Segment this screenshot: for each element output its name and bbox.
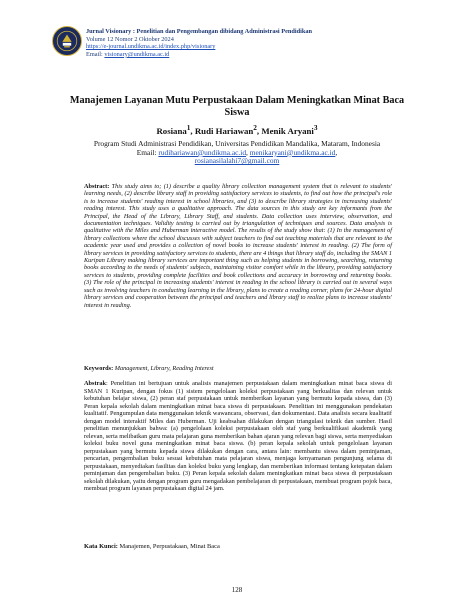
author-affiliation-mark: 1 bbox=[186, 123, 191, 132]
keywords-english-label: Keywords: bbox=[84, 365, 114, 372]
author-name: Rudi Hariawan bbox=[194, 125, 254, 136]
author-affiliation-mark: 2 bbox=[253, 123, 257, 132]
author-name: Rosiana bbox=[156, 125, 187, 136]
author-affiliation-mark: 3 bbox=[313, 123, 318, 132]
abstract-indonesian-text: : Penelitian ini bertujuan untuk analisis manajemen perpustakaan dalam meningkatkan minat baca siswa di SMAN 1 Kuripan, dengan fokus (1) sistem pengelolaan koleksi perpustakaan yang berkualitas dan relevan untuk kebutuhan belajar siswa, (2) peran staf perpustakaan untuk memberikan layanan yang bermutu kepada siswa, dan (3) Peran kepala sekolah dalam meningkatkan minat baca siswa di perpustakaan. Penelitian ini menggunakan pendekatan kualitatif. Pengumpulan data menggunakan teknik wawancara, observasi, dan dokumentasi. Data analisis secara kualitatif dengan model interaktif Miles dan Huberman. Uji keabsahan dilakukan dengan triangulasi teknik dan sumber. Hasil penelitian menunjukkan bahwa: (a) pengelolaan koleksi perpustakaan oleh staf yang berkualifikasi akademik yang relevan, serta melibatkan guru mata pelajaran guna memberikan bahan ajaran yang relevan bagi siswa, serta menyediakan koleksi buku novel guna meningkatkan minat baca siswa. (b) peran kepala sekolah untuk pengelolaan layanan perpustakaan yang bermutu kepada siswa dilakukan dengan cara, antara lain: membantu siswa dalam peminjaman, pencarian, pengembalian buku sesuai kebutuhan mata pelajaran siswa, menjaga kenyamanan pengunjung selama di perpustakaan, menyediakan fasilitas dan koleksi buku yang lengkap, dan memberikan informasi tentang ketepatan dalam peminjaman dan pengembalian buku. (3) Peran kepala sekolah dalam meningkatkan minat baca siswa di perpustakaan sekolah dilakukan, yaitu dengan program guru mengadakan pembelajaran di perpustakaan, membuat program pojok baca, membuat program layanan perpustakaan digital 24 jam. bbox=[84, 380, 392, 492]
author-email-link[interactable]: rudihariawan@undikma.ac.id bbox=[158, 147, 247, 157]
keywords-indonesian-label: Kata Kunci: bbox=[84, 543, 118, 550]
university-seal-icon bbox=[53, 27, 81, 55]
journal-header bbox=[86, 28, 416, 58]
keywords-indonesian bbox=[84, 543, 392, 551]
keywords-english-text: Management, Library, Reading Interest bbox=[114, 365, 214, 372]
abstract-indonesian bbox=[84, 380, 392, 493]
keywords-english bbox=[84, 365, 392, 372]
affiliation-program: Program Studi Administrasi Pendidikan, Universitas Pendidikan Mandalika, Mataram, Indonesia bbox=[93, 139, 381, 148]
author-affiliation: Program Studi Administrasi Pendidikan, Universitas Pendidikan Mandalika, Mataram, Indonesia Email: rudihariawan@undikma.ac.id, menikaryani@undikma.ac.id, rosianasilalahi7@gmail.com bbox=[60, 140, 414, 166]
abstract-english-label: Abstract: bbox=[84, 183, 110, 190]
affiliation-email-label: Email: bbox=[136, 147, 157, 157]
author-name: Menik Aryani bbox=[261, 125, 314, 136]
journal-name: Jurnal Visionary : Penelitian dan Pengembangan dibidang Administrasi Pendidikan bbox=[86, 28, 313, 35]
page-number: 128 bbox=[231, 586, 243, 594]
journal-email-label: Email: bbox=[86, 50, 103, 58]
university-logo bbox=[52, 26, 82, 56]
article-title: Manajemen Layanan Mutu Perpustakaan Dalam Meningkatkan Minat Baca Siswa bbox=[69, 95, 405, 118]
keywords-indonesian-text: Manajemen, Perpustakaan, Minat Baca bbox=[119, 543, 220, 550]
journal-url-link[interactable]: https://e-journal.undikma.ac.id/index.php/visionary bbox=[86, 43, 216, 51]
journal-email-link[interactable]: visionary@undikma.ac.id bbox=[104, 50, 170, 58]
author-email-link[interactable]: rosianasilalahi7@gmail.com bbox=[194, 156, 280, 166]
author-email-link[interactable]: menikaryani@undikma.ac.id bbox=[249, 147, 336, 157]
abstract-english bbox=[84, 183, 392, 309]
author-list: Rosiana$^1$, Rudi Hariawan$^2$, Menik Aryani$^3$ bbox=[156, 123, 318, 136]
abstract-indonesian-label: Abstrak bbox=[84, 380, 107, 387]
abstract-english-text: This study aims to; (1) describe a quality library collection management system that is relevant to students' learning needs, (2) describe library staff in providing satisfactory services to students, to find out how the principal's role is to increase students' reading interest in school libraries, and (3) to describe library strategies in increasing students' reading interest. This study uses a qualitative approach. The data sources in this study are key informants from the Principal, the Head of the Library, Library Staff, and students. Data collection uses interview, observation, and documentation techniques. Validity testing is carried out by triangulation of techniques and sources. Data analysis is qualitative with the Miles and Huberman interactive model. The results of the study show that: (1) In the management of library collections where the school discusses with subject teachers to find out teaching materials that are relevant to the academic year used and provides a collection of novel books to increase students' interest in reading. (2) The form of library services in providing satisfactory services to students, there are 4 things that library staff do, including the SMAN 1 Kuripan Library making library services are important thing such as helping students in borrowing, searching, returning books according to the needs of students' subjects, maintaining visitor comfort while in the library, providing satisfactory services to students, providing complete facilities and book collections and accuracy in borrowing and returning books. (3) The role of the principal in increasing students' interest in reading in the school library is carried out in several ways such as involving teachers in conducting learning in the library, plans to create a reading corner, plans for 24-hour digital library services and cooperation between the principal and teachers and library staff to realize plans to increase students' interest in reading. bbox=[84, 183, 392, 309]
journal-volume: Volume 12 Nomor 2 Oktober 2024 bbox=[86, 35, 174, 43]
